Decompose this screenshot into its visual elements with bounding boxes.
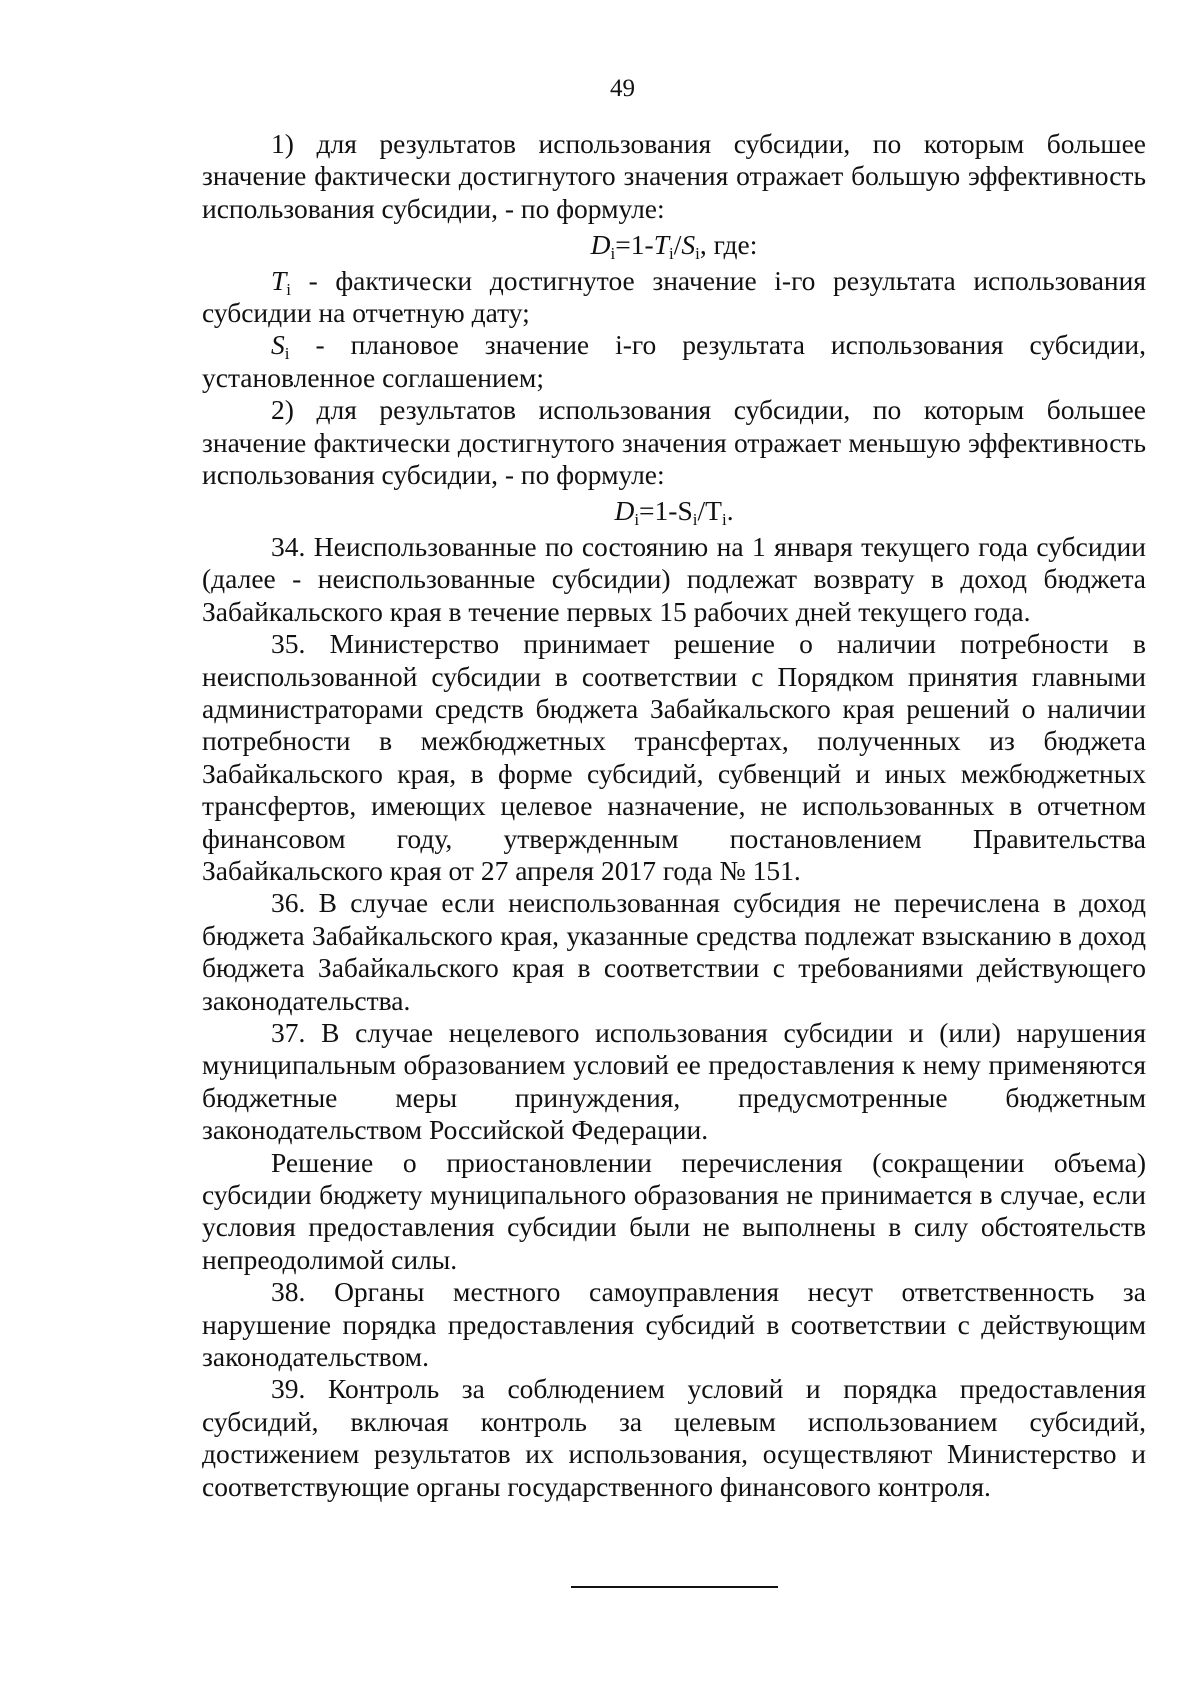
closing-rule-divider (571, 1586, 778, 1588)
item-1-text: 1) для результатов использования субсидии, по которым большее значение фактически достигнутого значения отражает большую эффективность использования субсидии, - по формуле: (202, 128, 1146, 224)
item-2-text: 2) для результатов использования субсидии, по которым большее значение фактически достигнутого значения отражает меньшую эффективность использования субсидии, - по формуле: (202, 394, 1146, 491)
formula-2-tail: . (726, 495, 734, 527)
paragraph-34: 34. Неиспользованные по состоянию на 1 января текущего года субсидии (далее - неиспользованные субсидии) подлежат возврату в доход бюджета Забайкальского края в течение первых 15 рабочих дней текущего года. (202, 530, 1146, 627)
definition-t-sub: i (286, 279, 292, 299)
formula-2-t-sub: i (721, 510, 727, 530)
formula-2-slash: /T (697, 495, 722, 527)
definition-s-symbol: S (271, 329, 285, 361)
paragraph-38: 38. Органы местного самоуправления несут ответственность за нарушение порядка предоставления субсидий в соответствии с действующим законодательством. (202, 1276, 1146, 1373)
formula-1-slash: / (673, 229, 682, 261)
formula-1-s-sub: i (695, 244, 700, 264)
definition-s-text: - плановое значение i-го результата использования субсидии, установленное соглашением; (202, 329, 1146, 393)
page-number: 49 (610, 75, 635, 102)
formula-1-lhs: D (590, 229, 611, 261)
formula-1-t: T (653, 229, 669, 261)
formula-2-s-sub: i (692, 510, 698, 530)
formula-2-lhs-sub: i (634, 510, 640, 530)
definition-s (202, 329, 1146, 394)
formula-1-lhs-sub: i (610, 244, 616, 264)
formula-1-eq: =1- (615, 229, 654, 261)
formula-1 (202, 229, 1146, 264)
definition-t (202, 265, 1146, 330)
formula-2 (202, 495, 1146, 530)
paragraph-36: 36. В случае если неиспользованная субсидия не перечислена в доход бюджета Забайкальского края, указанные средства подлежат взысканию в доход бюджета Забайкальского края в соответствии с требованиями действующего законодательства. (202, 887, 1146, 1016)
definition-s-sub: i (284, 344, 290, 364)
paragraph-37-decision: Решение о приостановлении перечисления (сокращении объема) субсидии бюджету муниципального образования не принимается в случае, если условия предоставления субсидии были не выполнены в силу обстоятельств непреодолимой силы. (202, 1146, 1146, 1275)
paragraph-35: 35. Министерство принимает решение о наличии потребности в неиспользованной субсидии в соответствии с Порядком принятия главными администраторами средств бюджета Забайкальского края решений о наличии потребности в межбюджетных трансфертах, полученных из бюджета Забайкальского края, в форме субсидий, субвенций и иных межбюджетных трансфертов, имеющих целевое назначение, не использованных в отчетном финансовом году, утвержденным постановлением Правительства Забайкальского края от 27 апреля 2017 года № 151. (202, 628, 1146, 886)
paragraph-37: 37. В случае нецелевого использования субсидии и (или) нарушения муниципальным образованием условий ее предоставления к нему применяются бюджетные меры принуждения, предусмотренные бюджетным законодательством Российской Федерации. (202, 1016, 1146, 1146)
paragraph-39: 39. Контроль за соблюдением условий и порядка предоставления субсидий, включая контроль за целевым использованием субсидий, достижением результатов их использования, осуществляют Министерство и соответствующие органы государственного финансового контроля. (202, 1373, 1146, 1502)
formula-2-lhs: D (614, 495, 635, 527)
formula-1-s: S (681, 229, 696, 261)
formula-2-eq: =1-S (639, 495, 693, 527)
document-body (202, 128, 1146, 1503)
formula-1-tail: , где: (699, 229, 758, 261)
definition-t-text: - фактически достигнутое значение i-го результата использования субсидии на отчетную дату; (202, 264, 1146, 329)
formula-1-t-sub: i (668, 244, 674, 264)
definition-t-symbol: T (271, 264, 287, 296)
